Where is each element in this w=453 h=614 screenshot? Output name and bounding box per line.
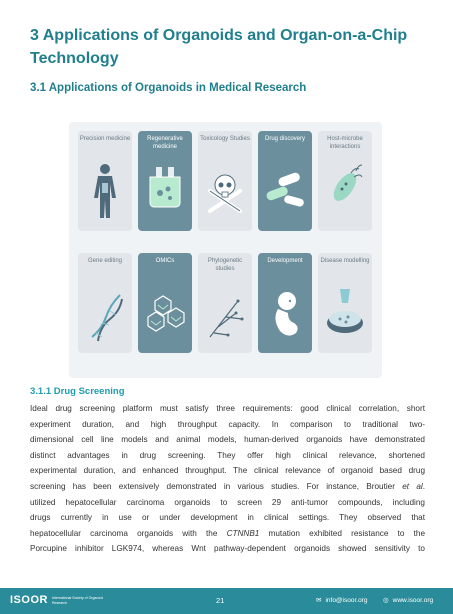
dna-icon	[78, 279, 132, 353]
phylogenetic-tree-icon	[198, 279, 252, 353]
card-label: Toxicology Studies	[200, 136, 250, 142]
logo-subtitle: International Society of Organoid Research	[52, 596, 103, 605]
body-line: screening has been extensively demonstrated in various studies. For instance, Broutier et al.	[30, 481, 425, 491]
globe-icon: ◎	[383, 597, 389, 604]
body-line: distinct advantages in drug screening. They offer high clinical relevance, shortened	[30, 450, 425, 460]
body-line: Porcupine inhibitor LGK974, whereas Wnt pathway-dependent organoids showed sensitivity to	[30, 544, 425, 554]
card-gene-editing	[78, 253, 132, 353]
body-paragraph	[30, 401, 425, 557]
fetus-icon	[258, 279, 312, 353]
section-heading: 3 Applications of Organoids and Organ-on-a-Chip Technology	[30, 27, 408, 67]
pills-icon	[258, 157, 312, 231]
card-disease-modelling	[318, 253, 372, 353]
card-label: Regenerative medicine	[147, 136, 183, 150]
card-label: Disease modelling	[320, 258, 370, 264]
email-contact[interactable]	[316, 596, 367, 604]
card-label: Host-microbe interactions	[327, 136, 363, 150]
card-label: Phylogenetic studies	[207, 258, 243, 272]
human-body-icon	[78, 157, 132, 231]
card-drug-discovery	[258, 131, 312, 231]
microbe-icon	[318, 157, 372, 231]
website-contact[interactable]	[383, 596, 433, 604]
card-label: OMICs	[155, 258, 175, 264]
body-line: utilized hepatocellular carcinoma organoids to screen 29 anti-tumor compounds, including	[30, 497, 425, 507]
card-precision-medicine	[78, 131, 132, 231]
card-regenerative-medicine	[138, 131, 192, 231]
body-line: experimental duration, and enhanced throughput. The clinical relevance of organoid based drug	[30, 466, 425, 476]
card-phylogenetic-studies	[198, 253, 252, 353]
skull-crossbones-icon	[198, 157, 252, 231]
body-line: experiment duration, and high throughput capacity. In comparison to traditional two-	[30, 419, 425, 429]
hexagon-network-icon	[138, 279, 192, 353]
body-line: drugs currently in use or under development in clinical settings. They observed that	[30, 513, 425, 523]
card-toxicology-studies	[198, 131, 252, 231]
card-label: Precision medicine	[79, 136, 131, 142]
card-label: Gene editing	[87, 258, 123, 264]
subsection-heading: 3.1 Applications of Organoids in Medical Research	[30, 82, 307, 94]
body-line: dimensional cell line models and animal models, human-derived organoids have demonstrated	[30, 435, 425, 445]
card-label: Drug discovery	[264, 136, 305, 142]
petri-dish-icon	[318, 279, 372, 353]
card-omics	[138, 253, 192, 353]
page-footer	[0, 588, 453, 614]
card-host-microbe	[318, 131, 372, 231]
isoor-logo: ISOOR	[10, 594, 48, 606]
email-text[interactable]: info@isoor.org	[325, 597, 368, 604]
subsubsection-heading: 3.1.1 Drug Screening	[30, 386, 125, 397]
body-line: hepatocellular carcinoma organoids with the CTNNB1 mutation exhibited resistance to the	[30, 528, 425, 538]
page-number: 21	[216, 596, 225, 605]
website-text[interactable]: www.isoor.org	[392, 597, 434, 604]
card-label: Development	[267, 258, 303, 264]
body-line: Ideal drug screening platform must satisfy three requirements: good clinical correlation, short	[30, 404, 425, 413]
card-development	[258, 253, 312, 353]
email-icon: ✉	[316, 597, 322, 604]
bioreactor-icon	[138, 157, 192, 231]
applications-figure	[69, 122, 382, 378]
